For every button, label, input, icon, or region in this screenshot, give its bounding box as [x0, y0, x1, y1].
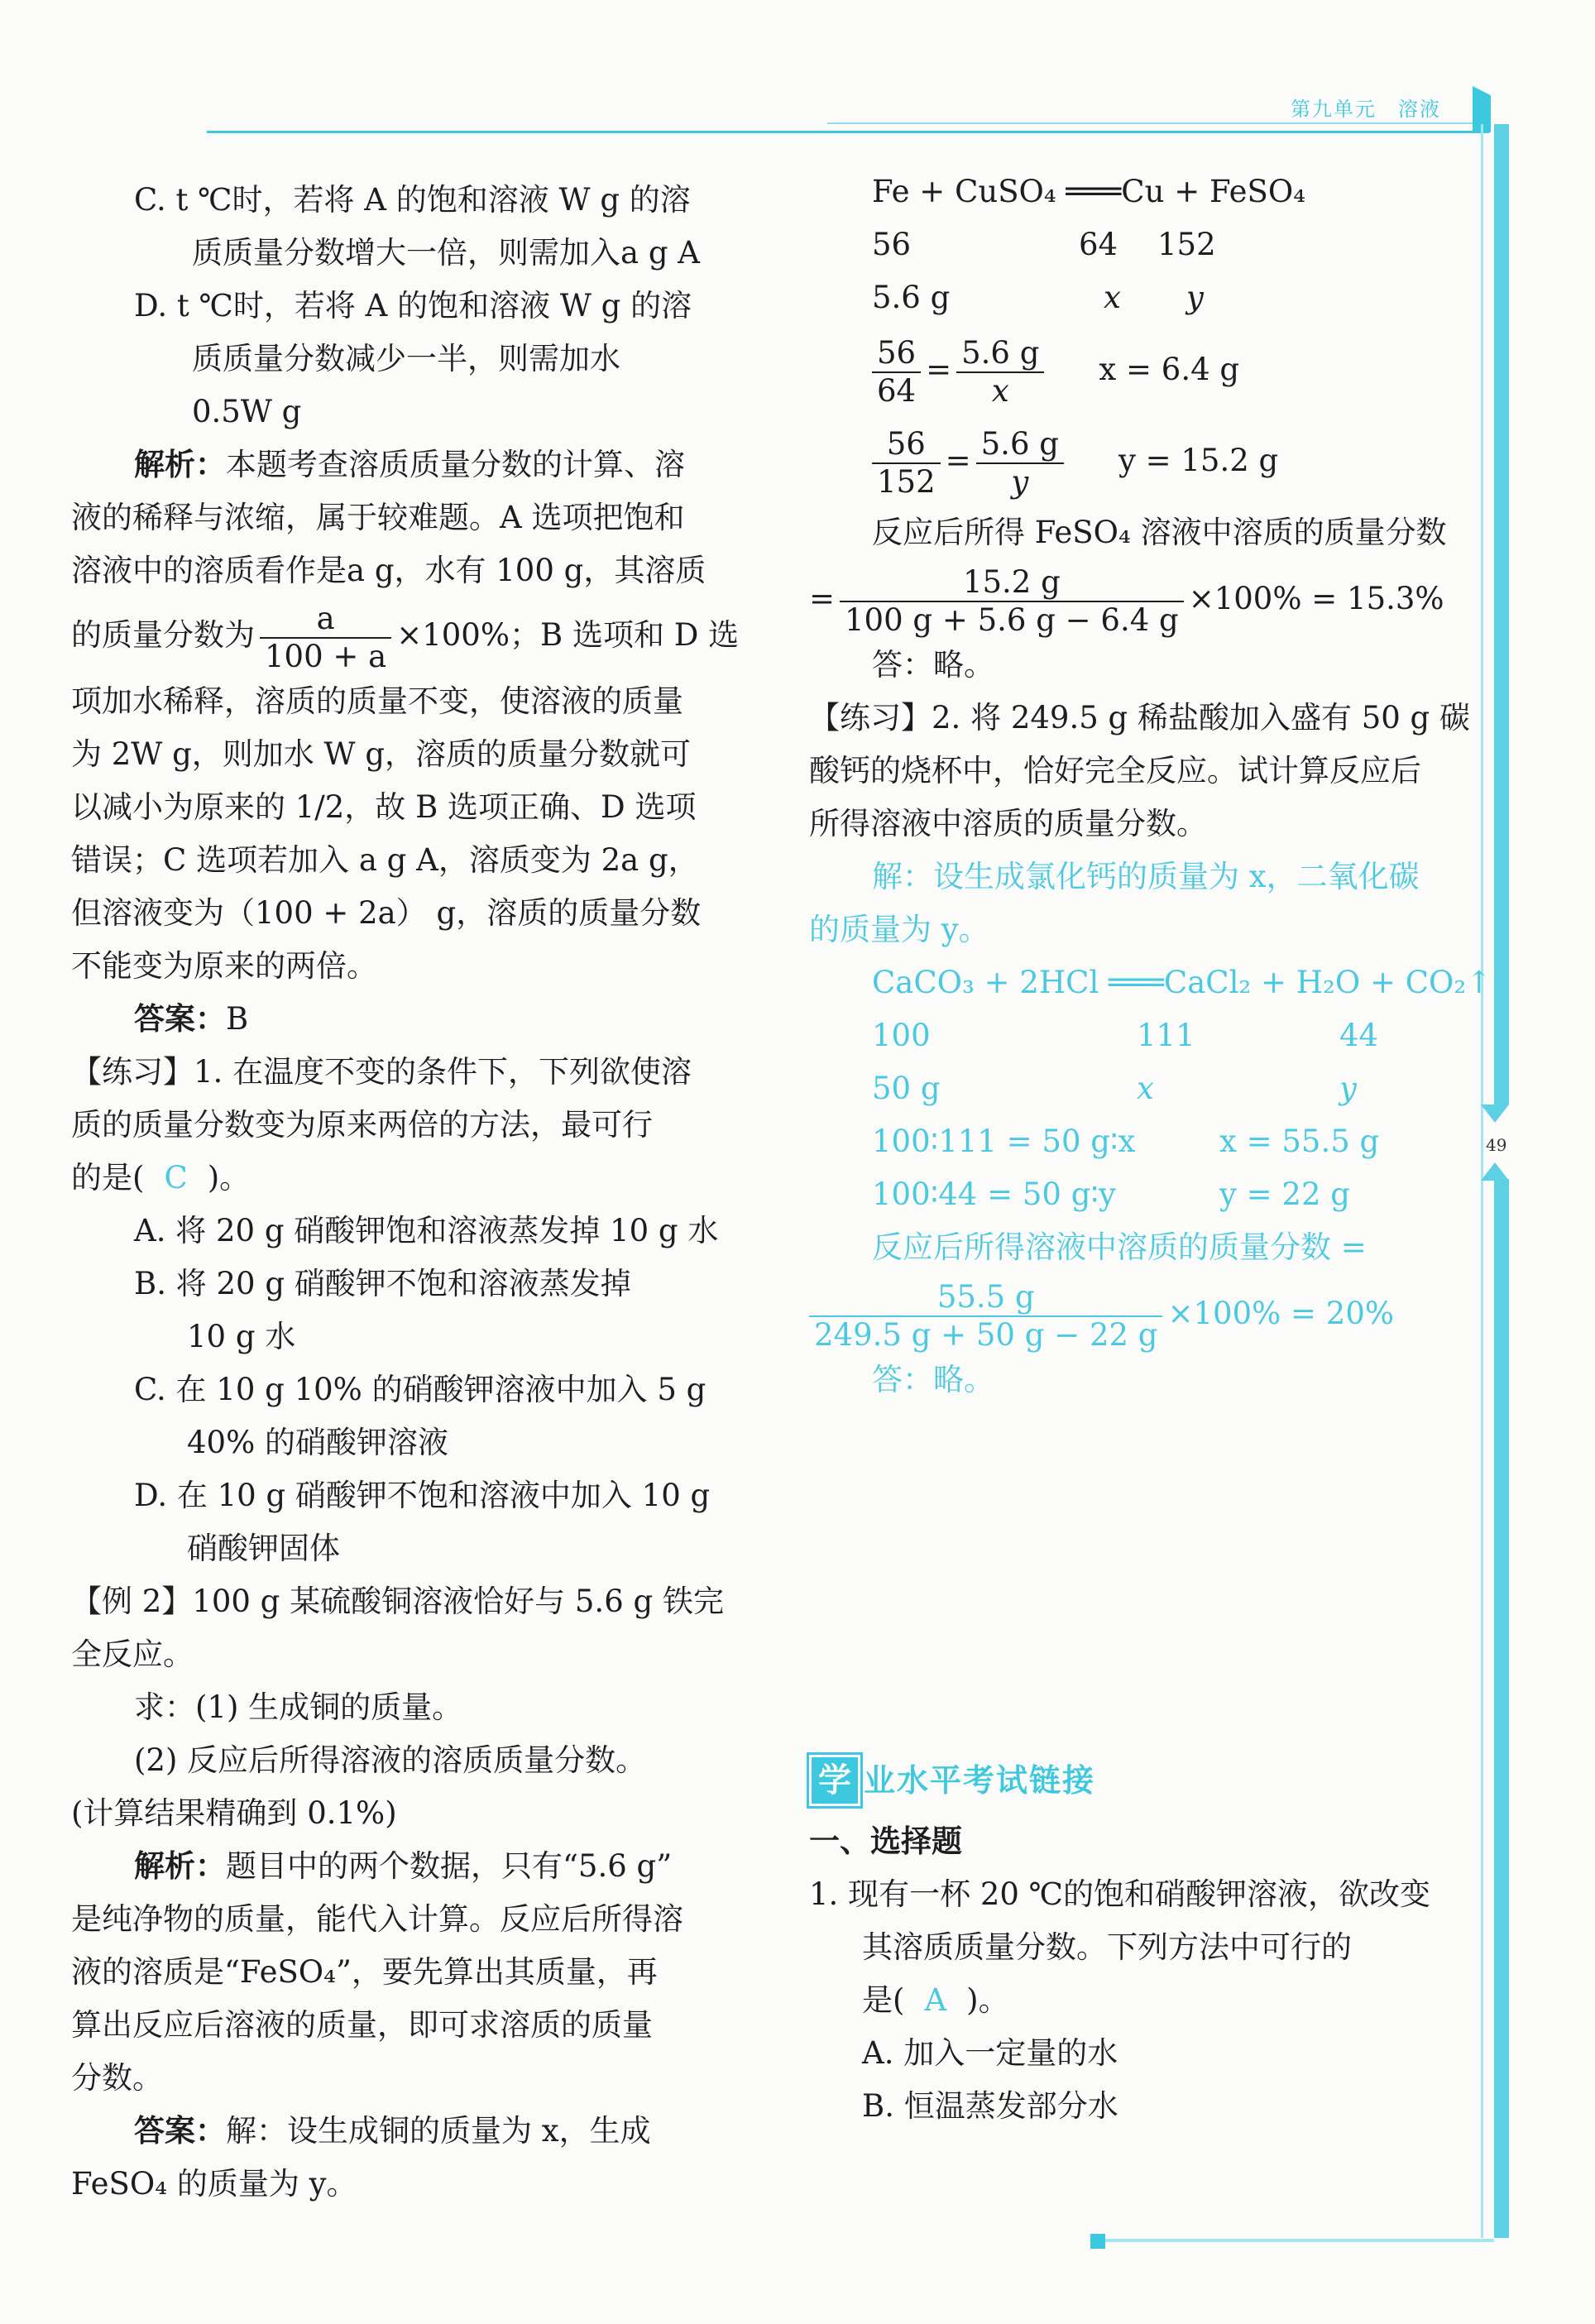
ratio1-right-den: x [991, 372, 1009, 409]
question1-prompt: 是( [862, 1982, 905, 2018]
exercise1-option-b-line2: 10 g 水 [187, 1318, 296, 1354]
ratio1-right [956, 335, 1044, 410]
ratio-row-1 [809, 324, 1471, 415]
analysis-line4-post: ×100%；B 选项和 D 选 [396, 617, 740, 653]
solution-line3: 反应后所得溶液中溶质的质量分数 = [872, 1229, 1367, 1265]
exercise1-prompt-end: )。 [207, 1159, 251, 1196]
exercise2-line1: 【练习】2. 将 249.5 g 稀盐酸加入盛有 50 g 碳 [809, 700, 1471, 736]
proportion-row1 [809, 1115, 1471, 1168]
molar-cacl2: 111 [1137, 1018, 1195, 1053]
side-bar-top [1494, 124, 1509, 1104]
analysis-line5: 项加水稀释，溶质的质量不变，使溶液的质量 [71, 683, 683, 719]
analysis2-line4: 算出反应后溶液的质量，即可求溶质的质量 [71, 2006, 653, 2043]
exercise2-line3: 所得溶液中溶质的质量分数。 [809, 806, 1207, 841]
example2-line4: (2) 反应后所得溶液的溶质质量分数。 [134, 1742, 647, 1778]
exercise2-line2: 酸钙的烧杯中，恰好完全反应。试计算反应后 [809, 753, 1421, 788]
question1-option-a: A. 加入一定量的水 [862, 2035, 1118, 2071]
header-rule [207, 131, 1489, 133]
solution-fraction [809, 1279, 1162, 1354]
mass-fraction-fraction [840, 564, 1184, 639]
answer2-line2: FeSO₄ 的质量为 y。 [71, 2165, 357, 2202]
exercise1-option-c-line2: 40% 的硝酸钾溶液 [187, 1424, 448, 1460]
ratio2-right [976, 426, 1064, 501]
ratio2-right-den: y [1011, 463, 1029, 500]
molar-caco3: 100 [872, 1018, 931, 1053]
analysis2-label: 解析： [134, 1847, 226, 1884]
exercise1-prompt: 的是( [71, 1159, 145, 1196]
equation-caco3-hcl: CaCO₃ + 2HCl ═══CaCl₂ + H₂O + CO₂↑ [872, 965, 1492, 1000]
side-bar-bottom [1494, 1179, 1509, 2238]
question1-line1: 1. 现有一杯 20 ℃的饱和硝酸钾溶液，欲改变 [809, 1876, 1431, 1912]
proportion2-result: y = 22 g [1219, 1176, 1350, 1212]
analysis-label: 解析： [134, 447, 226, 482]
answer2-line1: 解：设生成铜的质量为 x，生成 [226, 2112, 651, 2149]
exercise1-option-c-line1: C. 在 10 g 10% 的硝酸钾溶液中加入 5 g [134, 1371, 706, 1407]
analysis-line1: 本题考查溶质质量分数的计算、溶 [226, 447, 685, 482]
ratio1-result: x = 6.4 g [1099, 352, 1240, 387]
solution-brief: 答：略。 [872, 1362, 994, 1397]
analysis2-line2: 是纯净物的质量，能代入计算。反应后所得溶 [71, 1900, 683, 1937]
analysis2-line3: 液的溶质是“FeSO₄”，要先算出其质量，再 [71, 1953, 658, 1990]
solution-fraction-num: 55.5 g [809, 1279, 1162, 1317]
right-column [809, 165, 1492, 2133]
unit-title: 第九单元 溶液 [1291, 98, 1441, 121]
answer2-label: 答案： [134, 2112, 226, 2149]
page-marker-bottom [1481, 1162, 1509, 1181]
solution-molar-row [809, 1009, 1471, 1062]
solution-line2: 的质量为 y。 [809, 912, 989, 947]
fraction-a-numerator: a [260, 601, 391, 639]
mass-fraction-formula [809, 559, 1471, 639]
molar-mass-cu: 64 [1079, 227, 1118, 262]
mass-fe: 5.6 g [872, 280, 951, 315]
proportion2: 100∶44 = 50 g∶y [872, 1176, 1116, 1212]
analysis-line4-text: 的质量分数为 [71, 617, 255, 653]
ratio1-left-den: 64 [877, 372, 917, 409]
study-icon: 学 [809, 1755, 860, 1806]
question1-option-b: B. 恒温蒸发部分水 [862, 2088, 1118, 2124]
bottom-rule [1105, 2239, 1494, 2242]
mass-caco3: 50 g [872, 1071, 941, 1106]
ratio2-right-num: 5.6 g [976, 426, 1064, 464]
exercise1-option-a: A. 将 20 g 硝酸钾饱和溶液蒸发掉 10 g 水 [134, 1212, 719, 1248]
mass-fraction-text: 反应后所得 FeSO₄ 溶液中溶质的质量分数 [872, 515, 1447, 550]
question1-prompt-end: )。 [966, 1982, 1009, 2018]
exercise1-line1: 【练习】1. 在温度不变的条件下，下列欲使溶 [71, 1053, 692, 1090]
analysis-line4 [71, 597, 750, 675]
mass-fraction-den: 100 g + 5.6 g − 6.4 g [845, 601, 1179, 638]
answer-value: B [226, 1000, 249, 1037]
exercise2-solution [809, 851, 1492, 1406]
option-d-line1: D. t ℃时，若将 A 的饱和溶液 W g 的溶 [134, 288, 692, 323]
bottom-square-decoration [1090, 2234, 1105, 2249]
header-rule-thin [827, 122, 1481, 124]
equation-fe-cuso4: Fe + CuSO₄ ═══Cu + FeSO₄ [872, 174, 1306, 209]
proportion-row2 [809, 1168, 1471, 1221]
section-header [809, 1754, 1471, 1807]
ratio2-left-num: 56 [872, 426, 941, 464]
example2-line1: 【例 2】100 g 某硫酸铜溶液恰好与 5.6 g 铁完 [71, 1583, 724, 1619]
molar-mass-row [809, 218, 1471, 271]
analysis-line7: 以减小为原来的 1/2，故 B 选项正确、D 选项 [71, 788, 697, 825]
option-d-line2: 质质量分数减少一半，则需加水 [192, 341, 620, 376]
exercise1-option-d-line2: 硝酸钾固体 [187, 1530, 340, 1566]
mass-cu-var: x [1104, 280, 1121, 315]
solution-fraction-result: ×100% = 20% [1167, 1296, 1395, 1331]
section-title: 业水平考试链接 [864, 1762, 1096, 1799]
analysis2-line1: 题目中的两个数据，只有“5.6 g” [226, 1847, 673, 1884]
proportion1: 100∶111 = 50 g∶x [872, 1124, 1136, 1159]
ratio2-equals: = [945, 443, 971, 478]
mass-fraction-num: 15.2 g [840, 564, 1184, 602]
analysis-line2: 液的稀释与浓缩，属于较难题。A 选项把饱和 [71, 500, 685, 535]
mass-row [809, 271, 1471, 324]
example2-line3: 求：(1) 生成铜的质量。 [134, 1689, 463, 1725]
analysis-line8: 错误；C 选项若加入 a g A，溶质变为 2a g， [71, 841, 699, 878]
mass-fraction-result: ×100% = 15.3% [1188, 581, 1444, 616]
ratio1-right-num: 5.6 g [956, 335, 1044, 373]
fraction-a-denominator: 100 + a [265, 638, 387, 674]
example2-line5: (计算结果精确到 0.1%) [71, 1795, 397, 1831]
mass-feso4-var: y [1186, 280, 1204, 315]
option-c-line1: C. t ℃时，若将 A 的饱和溶液 W g 的溶 [134, 182, 691, 218]
exercise1-line3 [71, 1152, 750, 1205]
mass-cacl2-var: x [1137, 1071, 1154, 1106]
ratio1-left [872, 335, 921, 410]
option-c-line2: 质质量分数增大一倍，则需加入a g A [192, 235, 700, 271]
exercise1-option-d-line1: D. 在 10 g 硝酸钾不饱和溶液中加入 10 g [134, 1477, 711, 1513]
mass-fraction-equals: = [809, 581, 836, 616]
ratio1-equals: = [926, 352, 952, 387]
proportion1-result: x = 55.5 g [1219, 1124, 1380, 1159]
answer-label: 答案： [134, 1000, 226, 1037]
solution-line1: 解：设生成氯化钙的质量为 x，二氧化碳 [872, 859, 1420, 894]
question1-line3 [809, 1974, 1471, 2027]
analysis-line6: 为 2W g，则加水 W g，溶质的质量分数就可 [71, 736, 692, 772]
molar-mass-feso4: 152 [1157, 227, 1216, 262]
question1-answer: A [924, 1982, 947, 2018]
question1-line2: 其溶质质量分数。下列方法中可行的 [862, 1929, 1352, 1965]
side-rule-thin [1481, 124, 1483, 2238]
option-d-line3: 0.5W g [192, 394, 302, 429]
exercise1-option-b-line1: B. 将 20 g 硝酸钾不饱和溶液蒸发掉 [134, 1265, 631, 1301]
exercise1-answer: C [164, 1159, 188, 1196]
ratio2-left [872, 426, 941, 501]
mass-co2-var: y [1339, 1071, 1357, 1106]
ratio1-left-num: 56 [872, 335, 921, 373]
analysis-line9: 但溶液变为（100 + 2a） g，溶质的质量分数 [71, 894, 702, 931]
ratio2-result: y = 15.2 g [1118, 443, 1279, 478]
fraction-a [260, 601, 391, 675]
spacer [809, 1406, 1471, 1729]
answer-brief: 答：略。 [872, 647, 994, 683]
solution-formula [809, 1274, 1471, 1354]
molar-mass-fe: 56 [872, 227, 912, 262]
molar-co2: 44 [1339, 1018, 1379, 1053]
exercise1-line2: 质的质量分数变为原来两倍的方法，最可行 [71, 1106, 653, 1143]
page-marker-top [1481, 1104, 1509, 1123]
solution-mass-row [809, 1062, 1471, 1115]
analysis-line3: 溶液中的溶质看作是a g，水有 100 g，其溶质 [71, 553, 706, 588]
solution-fraction-den: 249.5 g + 50 g − 22 g [814, 1316, 1158, 1353]
left-column [71, 174, 750, 2211]
analysis2-line5: 分数。 [71, 2059, 163, 2096]
example2-line2: 全反应。 [71, 1636, 194, 1672]
ratio2-left-den: 152 [877, 463, 936, 500]
ratio-row-2 [809, 415, 1471, 506]
analysis-line10: 不能变为原来的两倍。 [71, 947, 377, 984]
page-number: 49 [1486, 1135, 1507, 1155]
part-title: 一、选择题 [809, 1823, 962, 1859]
